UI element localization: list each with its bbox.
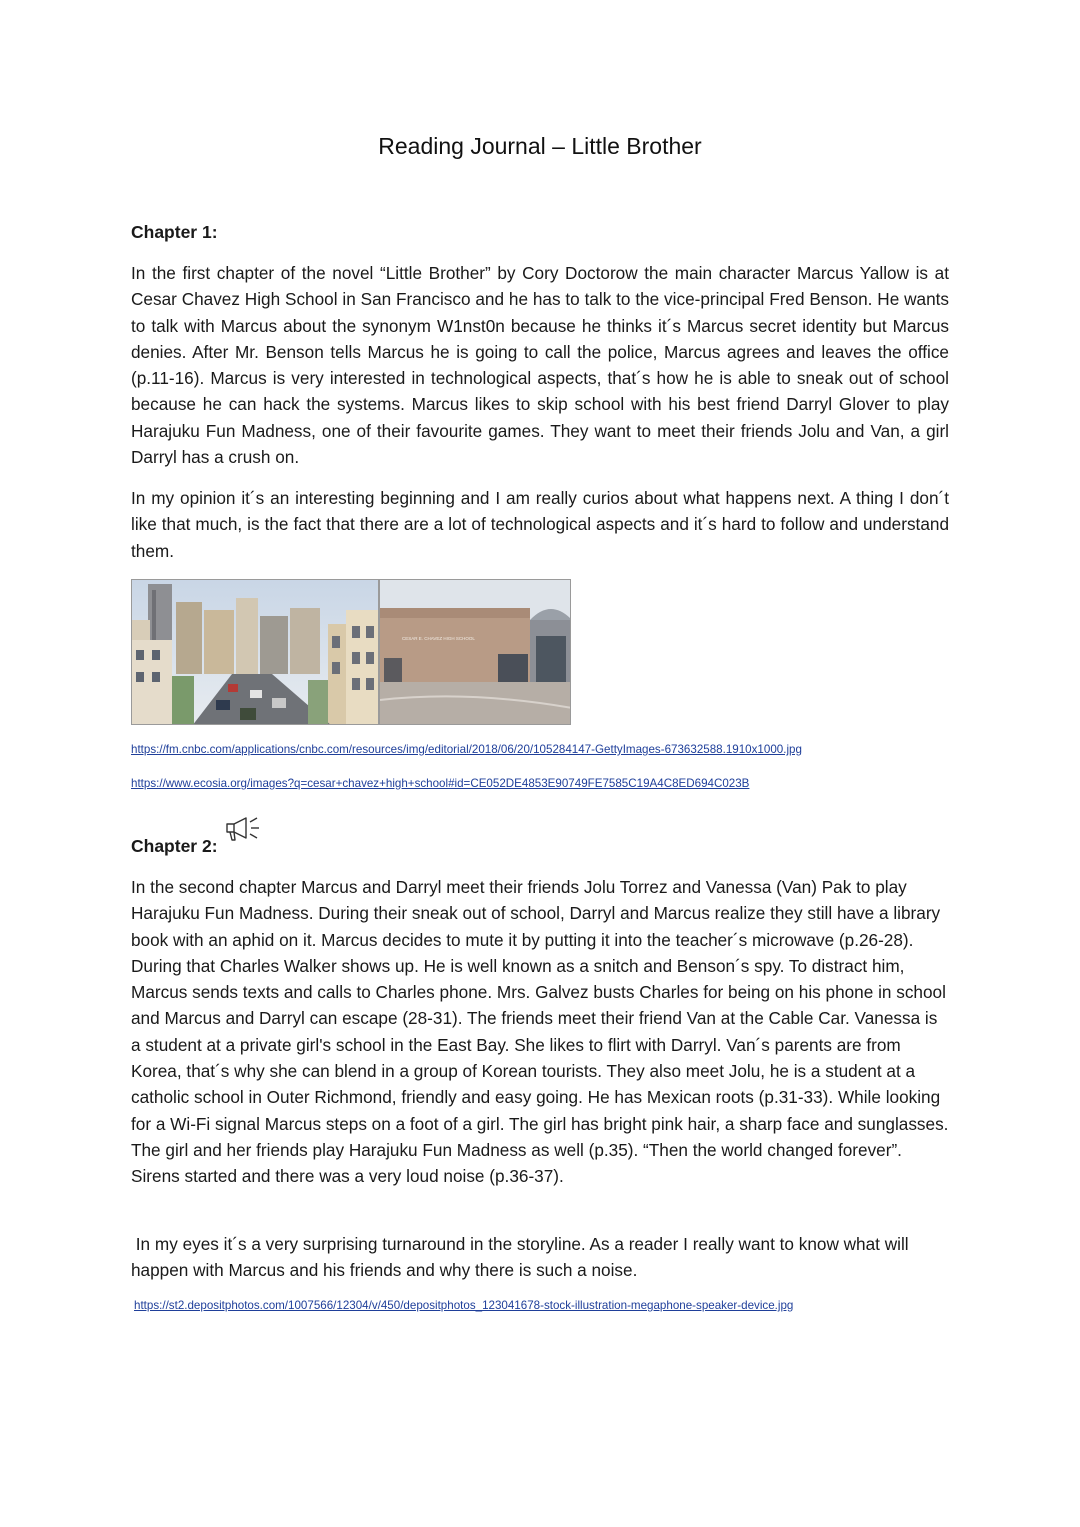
chapter-2-heading: Chapter 2: xyxy=(131,836,218,856)
chapter-2-opinion: In my eyes it´s a very surprising turnaround in the storyline. As a reader I really want to know what will happen with Marcus and his friends and why there is such a noise. xyxy=(131,1234,914,1281)
page-title: Reading Journal – Little Brother xyxy=(378,133,702,159)
megaphone-icon xyxy=(224,816,264,842)
school-sign-text: CESAR E. CHAVEZ HIGH SCHOOL xyxy=(402,636,475,641)
image-source-link-1[interactable]: https://fm.cnbc.com/applications/cnbc.com/resources/img/editorial/2018/06/20/105284147-GettyImages-673632588.1910x1000.jpg xyxy=(131,743,802,756)
chapter-1-opinion: In my opinion it´s an interesting beginning and I am really curios about what happens next. A thing I don´t like that much, is the fact that there are a lot of technological aspects and it´s hard to follow and understand them. xyxy=(131,488,949,561)
chapter-2-summary: In the second chapter Marcus and Darryl meet their friends Jolu Torrez and Vanessa (Van) Pak to play Harajuku Fun Madness. During their sneak out of school, Darryl and Marcus realize they still have a library book with an aphid on it. Marcus decides to mute it by putting it into the teacher´s microwave (p.26-28). During that Charles Walker shows up. He is well known as a snitch and Benson´s spy. To distract him, Marcus sends texts and calls to Charles phone. Mrs. Galvez busts Charles for being on his phone in school and Marcus and Darryl can escape (28-31). The friends meet their friend Van at the Cable Car. Vanessa is a student at a private girl's school in the East Bay. She likes to flirt with Darryl. Van´s parents are from Korea, that´s why she can blend in a group of Korean tourists. They also meet Jolu, he is a student at a catholic school in Outer Richmond, friendly and easy going. He has Mexican roots (p.31-33). While looking for a Wi-Fi signal Marcus steps on a foot of a girl. The girl has bright pink hair, a sharp face and sunglasses. The girl and her friends play Harajuku Fun Madness as well (p.35). “Then the world changed forever”. Sirens started and there was a very loud noise (p.36-37). xyxy=(131,877,949,1187)
san-francisco-street-photo xyxy=(131,579,379,725)
image-source-link-2[interactable]: https://www.ecosia.org/images?q=cesar+chavez+high+school#id=CE052DE4853E90749FE7585C19A4C8ED694C023B xyxy=(131,777,750,790)
chapter-1-summary: In the first chapter of the novel “Little Brother” by Cory Doctorow the main character Marcus Yallow is at Cesar Chavez High School in San Francisco and he has to talk to the vice-principal Fred Benson. He wants to talk with Marcus about the synonym W1nst0n because he thinks it´s Marcus secret identity but Marcus denies. After Mr. Benson tells Marcus he is going to call the police, Marcus agrees and leaves the office (p.11-16). Marcus is very interested in technological aspects, that´s how he is able to sneak out of school because he can hack the systems. Marcus likes to skip school with his best friend Darryl Glover to play Harajuku Fun Madness, one of their favourite games. They want to meet their friends Jolu and Van, a girl Darryl has a crush on. xyxy=(131,263,949,468)
chapter-1-heading: Chapter 1: xyxy=(131,222,218,242)
image-source-link-3[interactable]: https://st2.depositphotos.com/1007566/12304/v/450/depositphotos_123041678-stock-illustration-megaphone-speaker-device.jpg xyxy=(134,1299,794,1312)
school-building-photo xyxy=(379,579,571,725)
